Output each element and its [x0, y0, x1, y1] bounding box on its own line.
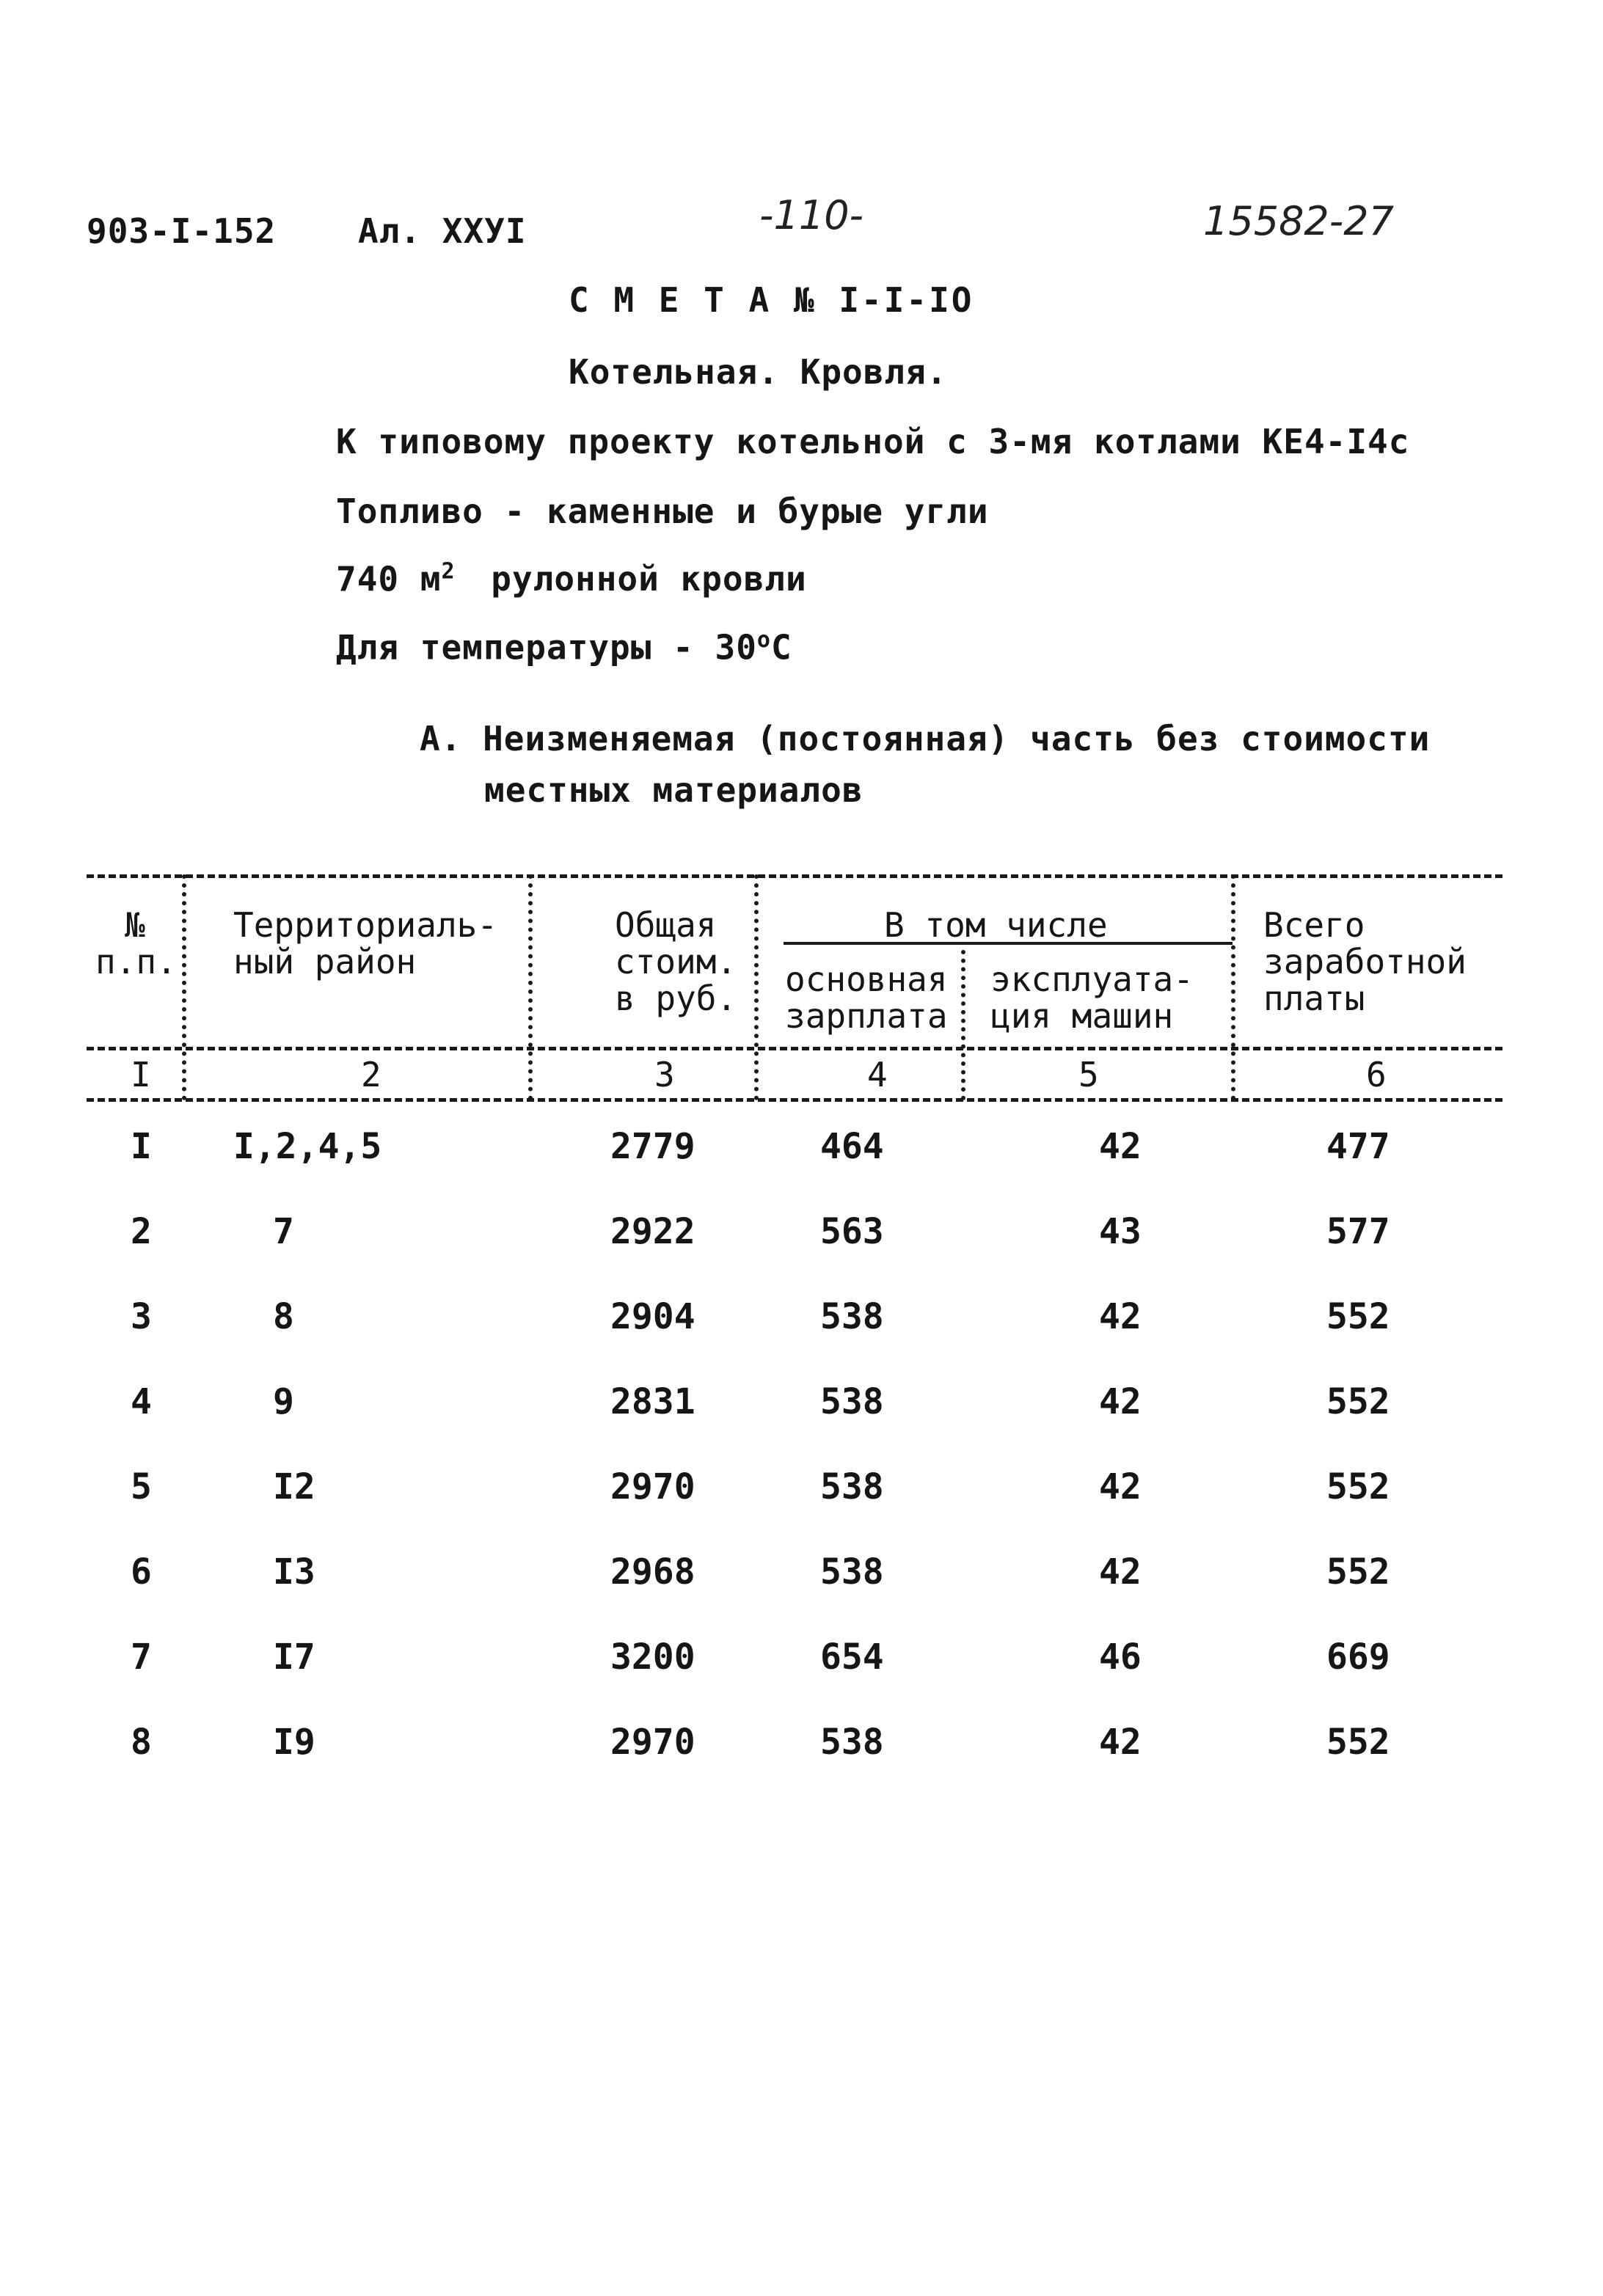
- album-number: Ал. XXУI: [358, 211, 527, 251]
- header-number: № п.п.: [95, 905, 177, 981]
- cell-total-cost: 2970: [610, 1466, 695, 1507]
- cell-row-number: I: [131, 1126, 152, 1167]
- cell-basic-wages: 654: [820, 1637, 884, 1678]
- cell-row-number: 8: [131, 1722, 152, 1763]
- document-code: 903-I-152: [87, 211, 277, 251]
- cell-total-wages: 552: [1326, 1722, 1390, 1763]
- fuel-line: Топливо - каменные и бурые угли: [336, 491, 989, 531]
- header-total-cost: Общая стоим. в руб.: [615, 905, 737, 1018]
- cell-total-wages: 477: [1326, 1126, 1390, 1167]
- cell-total-cost: 2779: [610, 1126, 695, 1167]
- cell-machine-operation: 43: [1099, 1211, 1142, 1252]
- roof-type: рулонной кровли: [491, 559, 807, 599]
- cell-machine-operation: 42: [1099, 1296, 1142, 1337]
- cell-machine-operation: 42: [1099, 1551, 1142, 1593]
- column-number: 3: [654, 1055, 675, 1094]
- cell-machine-operation: 42: [1099, 1126, 1142, 1167]
- header-machine-operation: эксплуата- ция машин: [990, 959, 1194, 1036]
- cell-row-number: 5: [131, 1466, 152, 1507]
- cell-total-wages: 552: [1326, 1381, 1390, 1422]
- cell-total-wages: 552: [1326, 1466, 1390, 1507]
- column-number: 2: [361, 1055, 381, 1094]
- estimate-heading: С М Е Т А № I-I-IO: [569, 280, 974, 320]
- cell-row-number: 6: [131, 1551, 152, 1593]
- cell-basic-wages: 538: [820, 1551, 884, 1593]
- header-total-wages: Всего заработной платы: [1263, 905, 1467, 1018]
- section-heading-cont: местных материалов: [484, 770, 863, 810]
- cell-row-number: 4: [131, 1381, 152, 1422]
- column-divider: [754, 874, 759, 1100]
- project-reference: К типовому проекту котельной с 3-мя котлами КЕ4-I4с: [336, 422, 1410, 461]
- cell-territorial-district: I7: [273, 1637, 315, 1678]
- roof-area-unit: $м^2$: [420, 559, 456, 599]
- cell-territorial-district: I3: [273, 1551, 315, 1593]
- column-number: I: [131, 1055, 151, 1094]
- cell-territorial-district: I,2,4,5: [233, 1126, 382, 1167]
- roof-area-value: 740: [336, 559, 400, 599]
- temperature-line: Для температуры - 30$^o$С: [336, 627, 792, 668]
- column-divider: [961, 950, 965, 1100]
- cell-machine-operation: 42: [1099, 1722, 1142, 1763]
- cell-total-cost: 3200: [610, 1637, 695, 1678]
- column-divider: [182, 874, 186, 1100]
- cell-basic-wages: 563: [820, 1211, 884, 1252]
- cell-total-cost: 2970: [610, 1722, 695, 1763]
- column-divider: [1231, 874, 1235, 1100]
- cell-machine-operation: 42: [1099, 1466, 1142, 1507]
- column-divider: [528, 874, 533, 1100]
- cell-machine-operation: 46: [1099, 1637, 1142, 1678]
- cell-total-wages: 552: [1326, 1296, 1390, 1337]
- cell-total-cost: 2904: [610, 1296, 695, 1337]
- archive-stamp: 15582-27: [1203, 198, 1394, 244]
- table-colnum-rule: [87, 1098, 1502, 1102]
- table-top-rule: [87, 874, 1502, 878]
- header-basic-wages: основная зарплата: [785, 959, 948, 1036]
- cell-total-wages: 552: [1326, 1551, 1390, 1593]
- cell-machine-operation: 42: [1099, 1381, 1142, 1422]
- cell-basic-wages: 538: [820, 1381, 884, 1422]
- cell-row-number: 2: [131, 1211, 152, 1252]
- cell-total-cost: 2831: [610, 1381, 695, 1422]
- column-number: 5: [1078, 1055, 1099, 1094]
- cell-territorial-district: I9: [273, 1722, 315, 1763]
- table-header-rule: [87, 1047, 1502, 1050]
- cell-total-wages: 669: [1326, 1637, 1390, 1678]
- roof-area-line: [336, 559, 807, 599]
- cell-basic-wages: 538: [820, 1722, 884, 1763]
- cell-total-cost: 2968: [610, 1551, 695, 1593]
- cell-total-cost: 2922: [610, 1211, 695, 1252]
- cell-territorial-district: 9: [273, 1381, 294, 1422]
- cell-territorial-district: 8: [273, 1296, 294, 1337]
- estimate-subtitle: Котельная. Кровля.: [569, 352, 948, 392]
- cell-row-number: 3: [131, 1296, 152, 1337]
- cell-total-wages: 577: [1326, 1211, 1390, 1252]
- column-number: 6: [1366, 1055, 1387, 1094]
- section-heading: А. Неизменяемая (постоянная) часть без стоимости: [420, 719, 1431, 758]
- header-territorial-district: Территориаль- ный район: [233, 905, 498, 981]
- cell-row-number: 7: [131, 1637, 152, 1678]
- header-including-group: В том числе: [884, 905, 1108, 945]
- cell-basic-wages: 538: [820, 1296, 884, 1337]
- column-number: 4: [867, 1055, 888, 1094]
- cell-basic-wages: 464: [820, 1126, 884, 1167]
- cell-basic-wages: 538: [820, 1466, 884, 1507]
- cell-territorial-district: 7: [273, 1211, 294, 1252]
- page-number: -110-: [759, 192, 864, 238]
- cell-territorial-district: I2: [273, 1466, 315, 1507]
